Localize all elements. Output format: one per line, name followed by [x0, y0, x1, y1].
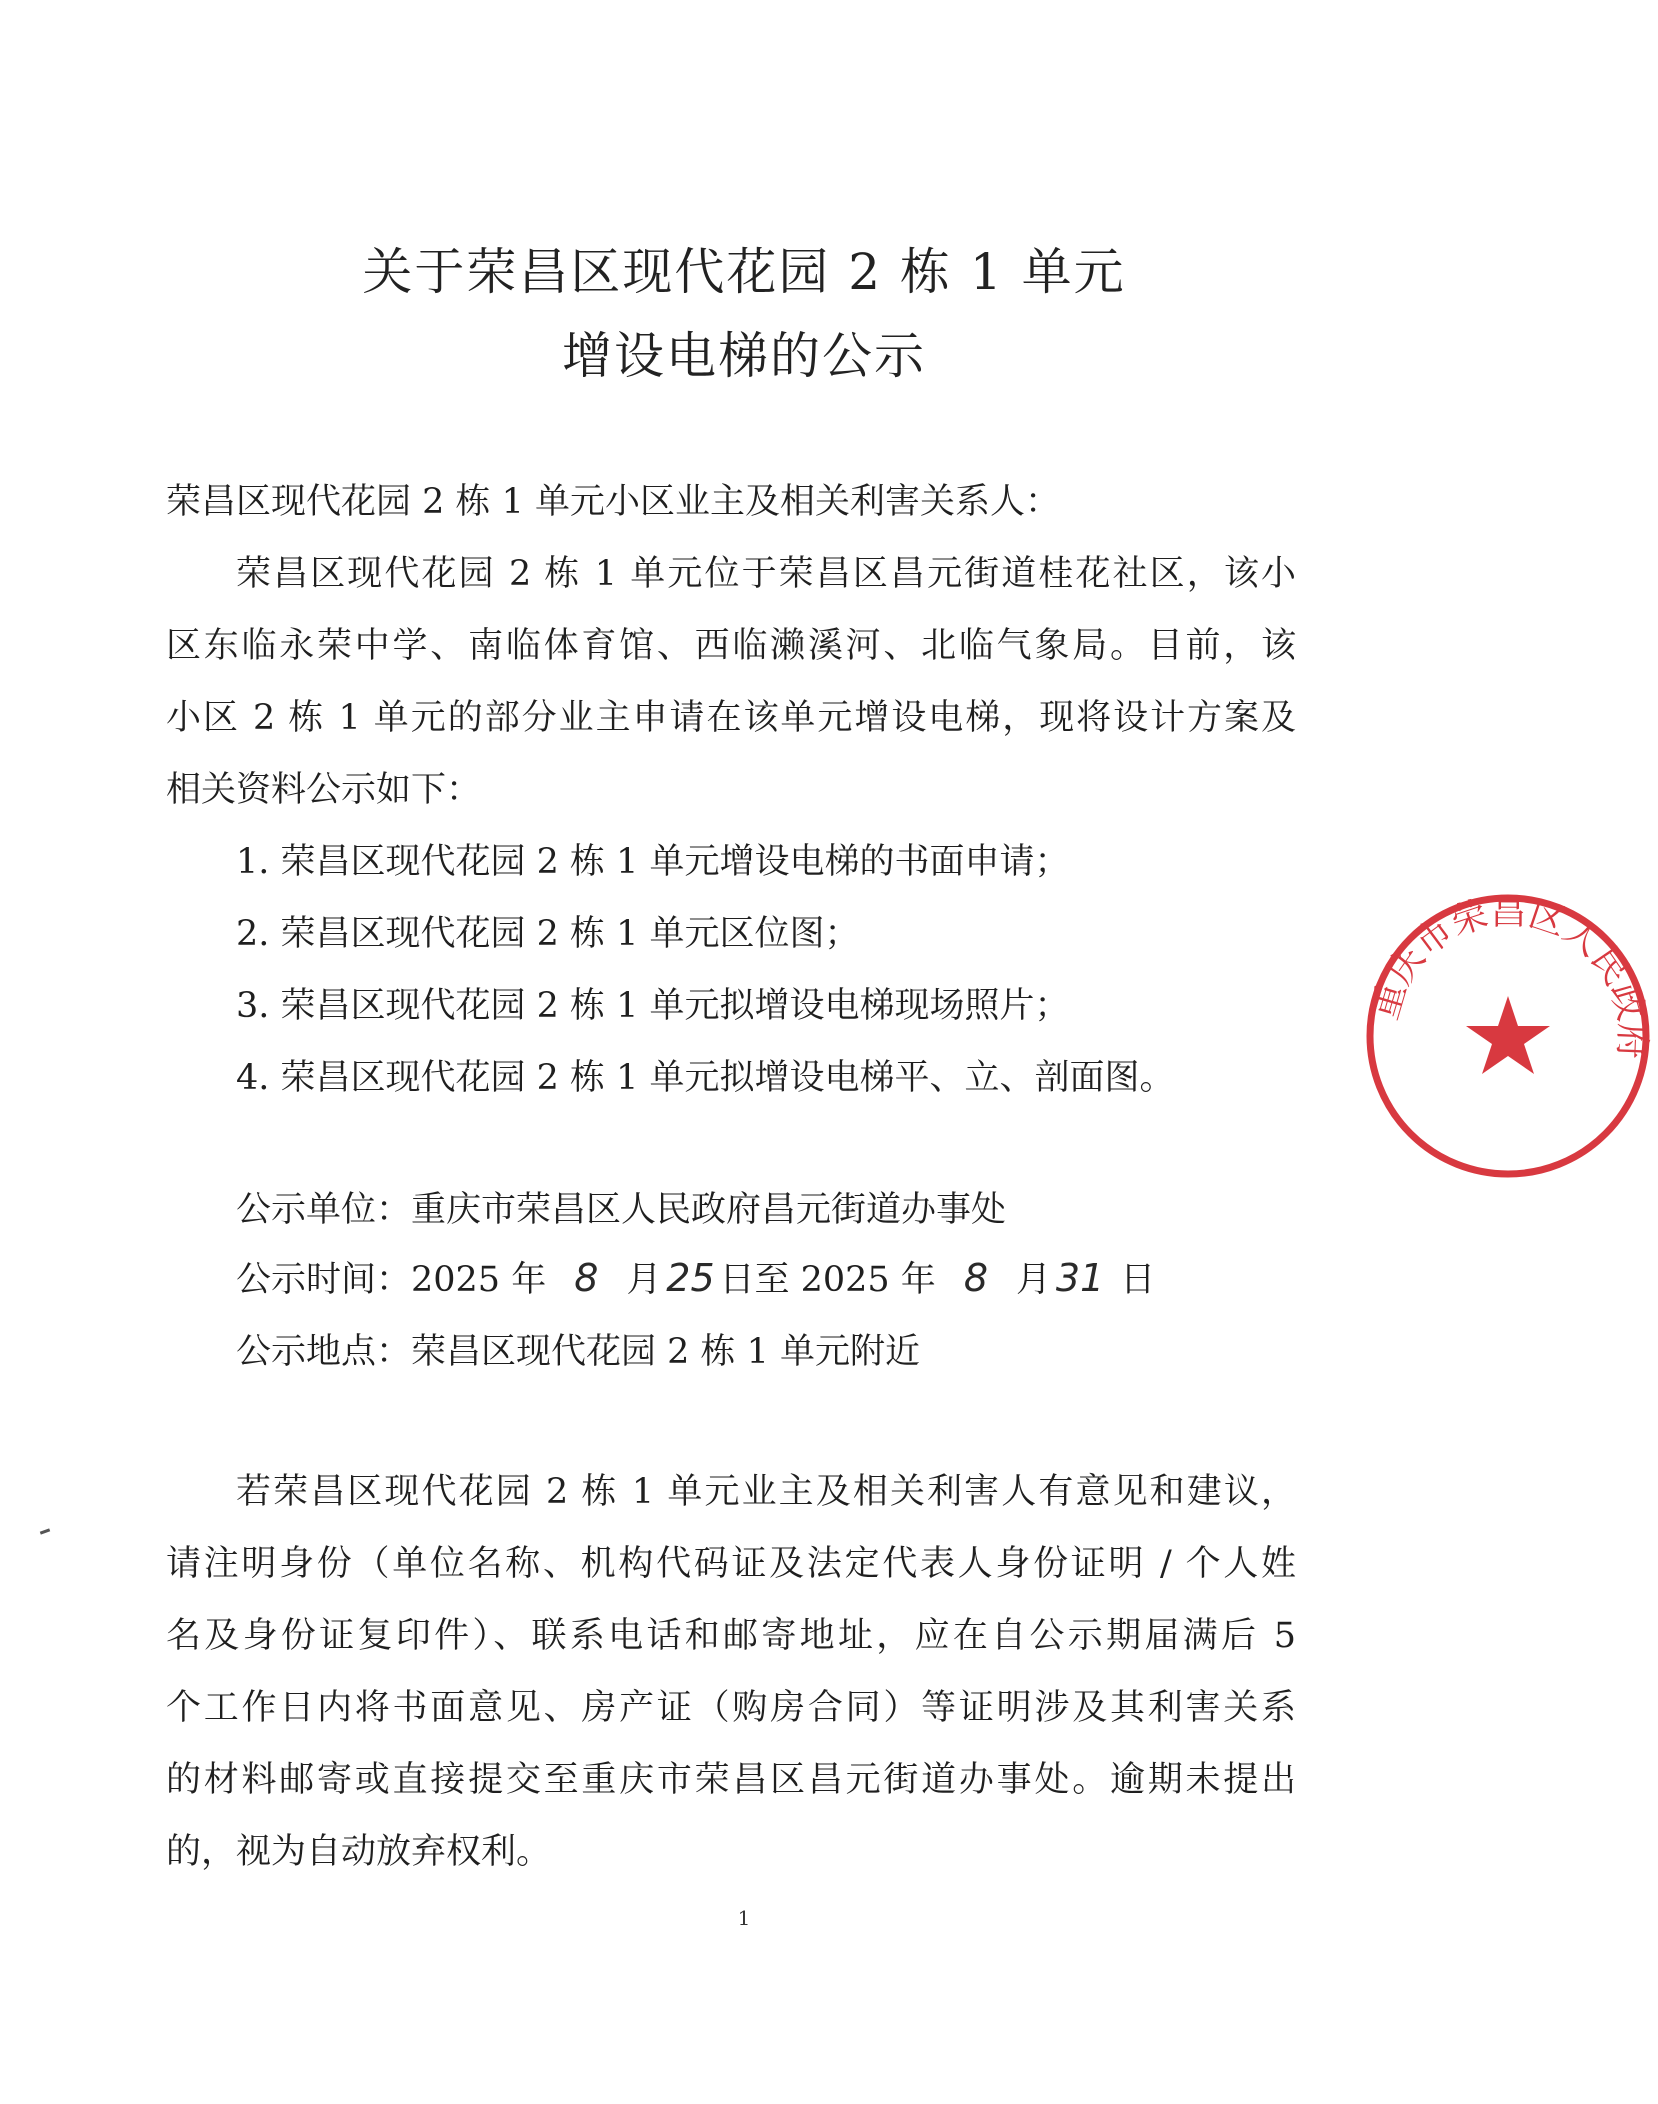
- time-suffix: 日: [1109, 1260, 1156, 1300]
- seal-star-icon: [1466, 996, 1550, 1074]
- time-prefix: 公示时间：2025 年: [236, 1260, 558, 1300]
- handwritten-start-month: 8: [574, 1256, 599, 1300]
- official-seal-stamp: [1358, 886, 1658, 1186]
- intro-line-2: 区东临永荣中学、南临体育馆、西临濑溪河、北临气象局。目前，该: [166, 626, 1296, 666]
- closing-line-3: 名及身份证复印件）、联系电话和邮寄地址，应在自公示期届满后 5: [166, 1616, 1296, 1656]
- handwritten-end-month: 8: [963, 1256, 989, 1300]
- document-title-line-2: 增设电梯的公示: [562, 327, 926, 385]
- publicity-unit: 公示单位：重庆市荣昌区人民政府昌元街道办事处: [236, 1190, 1007, 1230]
- publicity-time: [236, 1252, 1155, 1302]
- handwritten-start-day: 25: [666, 1256, 715, 1300]
- seal-text: 重庆市荣昌区人民政府: [1364, 891, 1653, 1060]
- time-month-label-2: 月: [1004, 1260, 1052, 1300]
- intro-line-1: 荣昌区现代花园 2 栋 1 单元位于荣昌区昌元街道桂花社区，该小: [236, 554, 1296, 594]
- list-item-2: 2. 荣昌区现代花园 2 栋 1 单元区位图；: [236, 914, 860, 954]
- closing-line-6: 的，视为自动放弃权利。: [166, 1832, 552, 1872]
- closing-line-5: 的材料邮寄或直接提交至重庆市荣昌区昌元街道办事处。逾期未提出: [166, 1760, 1296, 1800]
- list-item-1: 1. 荣昌区现代花园 2 栋 1 单元增设电梯的书面申请；: [236, 842, 1070, 882]
- list-item-4: 4. 荣昌区现代花园 2 栋 1 单元拟增设电梯平、立、剖面图。: [236, 1058, 1175, 1098]
- publicity-location: 公示地点：荣昌区现代花园 2 栋 1 单元附近: [236, 1332, 921, 1372]
- page-number: 1: [737, 1906, 751, 1930]
- handwritten-end-day: 31: [1055, 1256, 1105, 1300]
- closing-line-1: 若荣昌区现代花园 2 栋 1 单元业主及相关利害人有意见和建议，: [236, 1472, 1296, 1512]
- list-item-3: 3. 荣昌区现代花园 2 栋 1 单元拟增设电梯现场照片；: [236, 986, 1070, 1026]
- intro-line-3: 小区 2 栋 1 单元的部分业主申请在该单元增设电梯，现将设计方案及: [166, 698, 1296, 738]
- scan-speck: [40, 1528, 50, 1534]
- time-month-label: 月: [615, 1260, 662, 1300]
- closing-line-4: 个工作日内将书面意见、房产证（购房合同）等证明涉及其利害关系: [166, 1688, 1296, 1728]
- document-title-line-1: 关于荣昌区现代花园 2 栋 1 单元: [362, 243, 1126, 301]
- closing-line-2: 请注明身份（单位名称、机构代码证及法定代表人身份证明 / 个人姓: [166, 1544, 1296, 1584]
- time-mid: 日至 2025 年: [719, 1260, 947, 1300]
- intro-line-4: 相关资料公示如下：: [166, 770, 482, 810]
- salutation: 荣昌区现代花园 2 栋 1 单元小区业主及相关利害关系人：: [166, 482, 1061, 522]
